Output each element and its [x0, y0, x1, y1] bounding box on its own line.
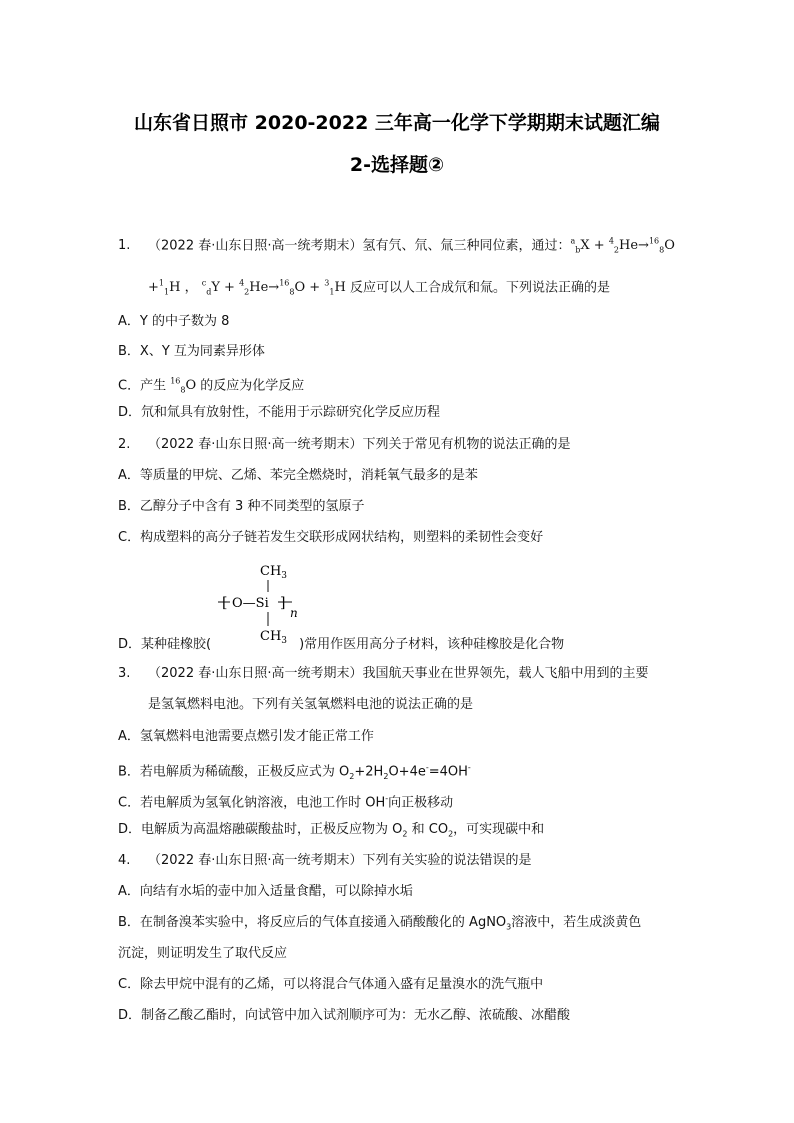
q4-option-d: D．制备乙酸乙酯时，向试管中加入试剂顺序可为：无水乙醇、浓硫酸、冰醋酸 — [118, 1008, 571, 1023]
q4-option-b-line1: B．在制备溴苯实验中，将反应后的气体直接通入硝酸酸化的 AgNO$_3$溶液中，若生成淡黄色 — [118, 915, 642, 932]
document-title-line2: 2-选择题② — [349, 154, 445, 176]
q3-number: 3. — [118, 666, 131, 681]
q3-b-4: =4OH — [428, 764, 468, 780]
q2-number: 2. — [118, 437, 131, 452]
q1-stem-tail: 反应可以人工合成氘和氚。下列说法正确的是 — [345, 280, 610, 296]
q3-d-2: 和 CO — [407, 822, 449, 837]
q4-b-2: 溶液中，若生成淡黄色 — [511, 915, 642, 930]
q3-option-d: D．电解质为高温熔融碳酸盐时，正极反应物为 $O_2$ 和 $CO_2$，可实现碳中和 — [118, 822, 545, 839]
q4-b-1: B．在制备溴苯实验中，将反应后的气体直接通入硝酸酸化的 AgNO — [118, 915, 507, 930]
q2-option-c: C．构成塑料的高分子链若发生交联形成网状结构，则塑料的柔韧性会变好 — [118, 530, 544, 545]
structure-o-si: O—Si — [232, 596, 269, 611]
q3-d-1: D．电解质为高温熔融碳酸盐时，正极反应物为 O — [118, 822, 403, 837]
q2-option-d-post: )常用作医用高分子材料，该种硅橡胶是化合物 — [299, 637, 565, 652]
structure-ch3-top: $CH_3$ — [260, 564, 288, 581]
q1-option-c: C．产生 $^{16}_8$O 的反应为化学反应 — [118, 377, 305, 395]
q4-option-b-line2: 沉淀，则证明发生了取代反应 — [118, 946, 288, 961]
q2-stem-text: （2022 春·山东日照·高一统考期末）下列关于常见有机物的说法正确的是 — [148, 437, 571, 452]
q2-option-a: A．等质量的甲烷、乙烯、苯完全燃烧时，消耗氧气最多的是苯 — [118, 468, 478, 483]
q2-stem — [118, 437, 570, 453]
q1-equation-2: +$^1_1$H ， $^c_d$Y + $^4_2$He→$^{16}_8$O + $^3_1$H — [148, 279, 346, 297]
structure-svg — [212, 562, 307, 644]
document-title-line1: 山东省日照市 2020-2022 三年高一化学下学期期末试题汇编 — [134, 112, 660, 134]
q1-stem-line2 — [148, 276, 610, 301]
q4-stem-text: （2022 春·山东日照·高一统考期末）下列有关实验的说法错误的是 — [148, 853, 532, 868]
q3-stem-line1 — [118, 666, 648, 682]
q1-option-b: B．X、Y 互为同素异形体 — [118, 344, 265, 359]
q1-equation-1: $^a_b$X + $^4_2$He→$^{16}_8$O — [570, 237, 675, 255]
q1-option-a: A．Y 的中子数为 8 — [118, 314, 230, 329]
q3-option-c: C．若电解质为氢氧化钠溶液，电池工作时 OH-向正极移动 — [118, 794, 454, 811]
q3-b-3: O+4e — [388, 764, 426, 780]
q2-option-d — [118, 637, 564, 653]
structure-ch3-bottom: $CH_3$ — [260, 629, 288, 644]
q1-stem-text: （2022 春·山东日照·高一统考期末）氢有氕、氘、氚三种同位素，通过： — [148, 238, 571, 254]
structure-backbone: [ — [222, 595, 228, 611]
q4-number: 4. — [118, 853, 131, 868]
q4-option-c: C．除去甲烷中混有的乙烯，可以将混合气体通入盛有足量溴水的洗气瓶中 — [118, 977, 544, 992]
q3-option-a: A．氢氧燃料电池需要点燃引发才能正常工作 — [118, 729, 374, 744]
q2-option-d-pre: D．某种硅橡胶( — [118, 637, 212, 652]
structure-n: n — [290, 606, 298, 620]
structure-bracket-close: ] — [280, 595, 286, 611]
q3-c-2: 向正极移动 — [388, 795, 454, 811]
q1-stem-line1 — [118, 234, 675, 259]
q1-option-d: D．氘和氚具有放射性，不能用于示踪研究化学反应历程 — [118, 405, 441, 420]
q3-b-2: +2H — [354, 764, 384, 780]
q4-stem — [118, 853, 531, 869]
silicone-rubber-structure — [212, 562, 302, 644]
q4-option-a: A．向结有水垢的壶中加入适量食醋，可以除掉水垢 — [118, 884, 413, 899]
q3-b-1: B．若电解质为稀硫酸，正极反应式为 O — [118, 764, 350, 780]
q2-option-b: B．乙醇分子中含有 3 种不同类型的氢原子 — [118, 499, 365, 514]
q3-option-b: B．若电解质为稀硫酸，正极反应式为 $O_2+2H_2O+4e^-=4OH^-$ — [118, 763, 471, 781]
q3-c-1: C．若电解质为氢氧化钠溶液，电池工作时 OH — [118, 795, 386, 811]
q1-number: 1. — [118, 238, 131, 254]
q3-d-3: ，可实现碳中和 — [453, 822, 545, 837]
q3-stem-line2: 是氢氧燃料电池。下列有关氢氧燃料电池的说法正确的是 — [148, 697, 474, 712]
q3-stem-text1: （2022 春·山东日照·高一统考期末）我国航天事业在世界领先，载人飞船中用到的主要 — [148, 666, 649, 681]
